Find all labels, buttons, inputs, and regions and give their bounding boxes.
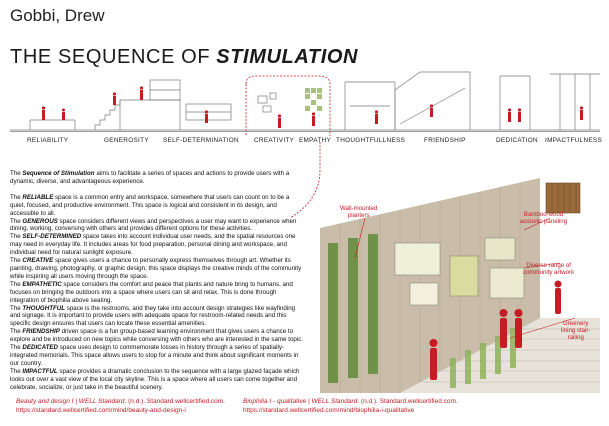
perspective-scene <box>300 168 605 398</box>
label-creativity: CREATIVITY <box>254 137 295 144</box>
body-run: DEDICATED <box>22 344 59 352</box>
body-paragraph <box>10 257 306 281</box>
body-run: FRIENDSHIP <box>22 328 60 336</box>
body-run: RELIABLE <box>22 193 54 201</box>
body-run: IMPACTFUL <box>22 367 58 375</box>
body-run: The <box>10 280 23 288</box>
wall-planters <box>328 234 378 383</box>
body-paragraph <box>10 328 306 344</box>
body-run: space considers the comfort and peace that plants and nature bring to humans, and focuses on bringing the outdoors into a space where users can sit and relax. This is done through integration of biophilia above seating. <box>10 280 293 304</box>
label-impactfulness: IMPACTFULNESS <box>545 137 603 144</box>
citation-left <box>16 398 225 415</box>
paragraph-list <box>10 194 306 392</box>
body-run: driven space is a fun group-based learning environment that gives users a chance to explore and be introduced on new topics while conversing with others who are interested in the same topic. <box>10 328 304 344</box>
body-run: space takes into account individual user needs, and the spatial resources one may need in everyday life. It includes areas for food preparation, personal dining and workspace, and individual need for natural sunlight exposure. <box>10 233 296 257</box>
body-paragraph <box>10 344 306 368</box>
annotation-bamboo: Bamboo-wood acoustic paneling <box>520 211 568 226</box>
intro-run: Sequence of Stimulation <box>22 170 95 177</box>
label-reliability: RELIABILITY <box>27 137 69 144</box>
body-run: The <box>10 328 23 336</box>
body-paragraph <box>10 233 306 257</box>
bamboo-swatch <box>546 183 580 213</box>
label-dedication: DEDICATION <box>496 137 538 144</box>
label-empathy: EMPATHY <box>299 137 332 144</box>
title-main: THE SEQUENCE OF <box>10 46 217 68</box>
body-paragraph <box>10 281 306 305</box>
body-run: The <box>10 233 23 241</box>
body-run: The <box>10 257 23 265</box>
intro-paragraph <box>10 170 306 186</box>
body-run: The <box>10 217 23 225</box>
body-run: space uses design to commemorate losses in history through a series of spatially-integrated memorials. This space allows users to stop for a minute and think about significant moments in our country. <box>10 344 299 367</box>
body-run: The <box>10 193 23 201</box>
empathy-plant-grid <box>305 88 322 111</box>
body-paragraph <box>10 305 306 329</box>
citation-right-line1: Biophilia I - qualitative | WELL Standard. (n.d.). Standard.wellcertified.com. <box>243 398 458 405</box>
body-paragraph <box>10 194 306 218</box>
citation-left-url[interactable]: https://standard.wellcertified.com/mind/beauty-and-design-i <box>16 406 186 414</box>
body-paragraph <box>10 368 306 392</box>
body-run: The <box>10 304 23 312</box>
body-run: space gives users a chance to personally express themselves through art. Whether its painting, drawing, photography, or graphic design, this space displays the creative minds of the community while inspiring all users moving through the space. <box>10 257 302 280</box>
label-self-determination: SELF-DETERMINATION <box>163 137 239 144</box>
sequence-section-drawing <box>0 68 609 136</box>
body-paragraph <box>10 218 306 234</box>
annotation-wall-planters: Wall-mounted planters <box>340 205 378 220</box>
citation-right <box>243 398 458 415</box>
body-run: The <box>10 367 23 375</box>
body-run: CREATIVE <box>22 257 54 265</box>
body-run: GENEROUS <box>22 217 58 225</box>
section-linework <box>10 72 600 132</box>
body-run: space is the restrooms, and they take into account design strategies like wayfinding and signage. It is important to provide users with adequate space for restroom-related needs and this specific design ensures that users can locate these essential amenities. <box>10 304 296 328</box>
body-run: SELF-DETERMINED <box>22 233 82 241</box>
annotation-artwork: Diverse range of community artwork <box>523 262 575 277</box>
label-thoughtfulness: THOUGHTFULLNESS <box>336 137 406 144</box>
body-run: The <box>10 344 23 352</box>
annotation-greenery: Greenery lining stair- railing <box>561 320 591 342</box>
body-text <box>10 170 306 391</box>
body-run: THOUGHTFUL <box>22 304 66 312</box>
body-run: space provides a dramatic conclusion to the sequence with a large glazed façade which looks out over a vast view of the local city skyline. This is a space where all users can come together and celebrate, socialize, or just take in the beautiful scenery. <box>10 367 300 391</box>
intro-run: aims to facilitate a series of spaces and actions to provide users with a dynamic, diverse, and advantageous experience. <box>10 170 290 185</box>
page-title <box>10 46 358 69</box>
body-run: space is a common entry and workspace, somewhere that users can count on to be a quiet, focused, and productive environment. This space is logical and consistent in its design, and accessible to all. <box>10 193 290 217</box>
intro-run: The <box>10 170 23 177</box>
citation-right-url[interactable]: https://standard.wellcertified.com/mind/biophilia-i-qualitative <box>243 406 415 414</box>
body-run: space considers different views and perspectives a user may want to experience when dining, working, conversing with others and provides different options for these activities. <box>10 217 297 233</box>
citation-left-line1: Beauty and design I | WELL Standard. (n.d.). Standard.wellcertified.com. <box>16 398 225 405</box>
title-emphasis: STIMULATION <box>216 46 359 68</box>
body-run: EMPATHETIC <box>22 280 62 288</box>
author-name: Gobbi, Drew <box>10 6 105 25</box>
label-friendship: FRIENDSHIP <box>424 137 466 144</box>
label-generosity: GENEROSITY <box>104 137 149 144</box>
